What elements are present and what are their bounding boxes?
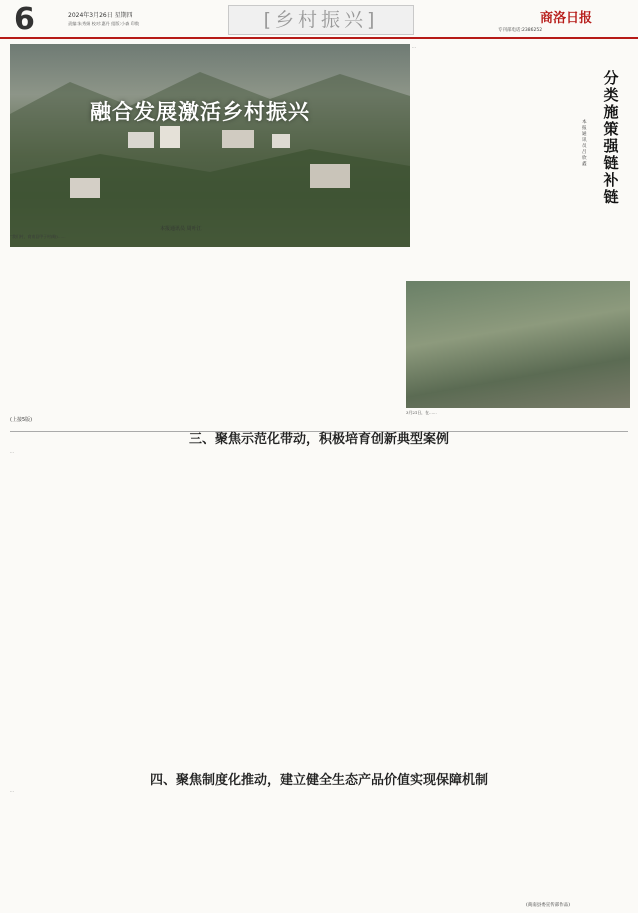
lead-byline: 本报通讯员 周叶江: [160, 226, 202, 232]
lead-photo: [10, 44, 410, 247]
header-rule: [0, 37, 638, 39]
issue-date: 2024年3月26日 星期四: [68, 12, 133, 19]
author-tag: (商南县委宣传部作品): [526, 903, 571, 908]
section-banner: [乡村振兴]: [228, 5, 414, 35]
right-article-byline: 本报通讯员 吕欣鑫: [582, 120, 587, 167]
section-three-body: …: [10, 449, 14, 454]
lead-headline: 融合发展激活乡村振兴: [90, 100, 310, 124]
right-article-title: 分类施策强链补链: [603, 69, 619, 206]
department-hotline: 专刊部电话:2386252: [498, 28, 543, 33]
newspaper-logo: 商洛日报: [540, 11, 593, 26]
lead-body-column: “我们村，商南县甲子村(略)……: [10, 234, 66, 239]
right-article-body: …: [412, 44, 416, 49]
right-article-photo: [406, 281, 630, 408]
village-landscape-illustration: [10, 44, 410, 247]
section-four-heading: 四、聚焦制度化推动，建立健全生态产品价值实现保障机制: [149, 773, 488, 788]
page-number: 6: [14, 2, 35, 37]
continued-tag: (上接5版): [10, 417, 33, 423]
section-three-heading: 三、聚焦示范化带动，积极培育创新典型案例: [188, 432, 449, 447]
right-photo-caption: 3月21日，在……: [406, 410, 437, 415]
section-four-body: …: [10, 788, 14, 793]
editor-credits: 责编:朱秀娟 校对:惠丹 组版:小森 印数: [68, 21, 140, 26]
